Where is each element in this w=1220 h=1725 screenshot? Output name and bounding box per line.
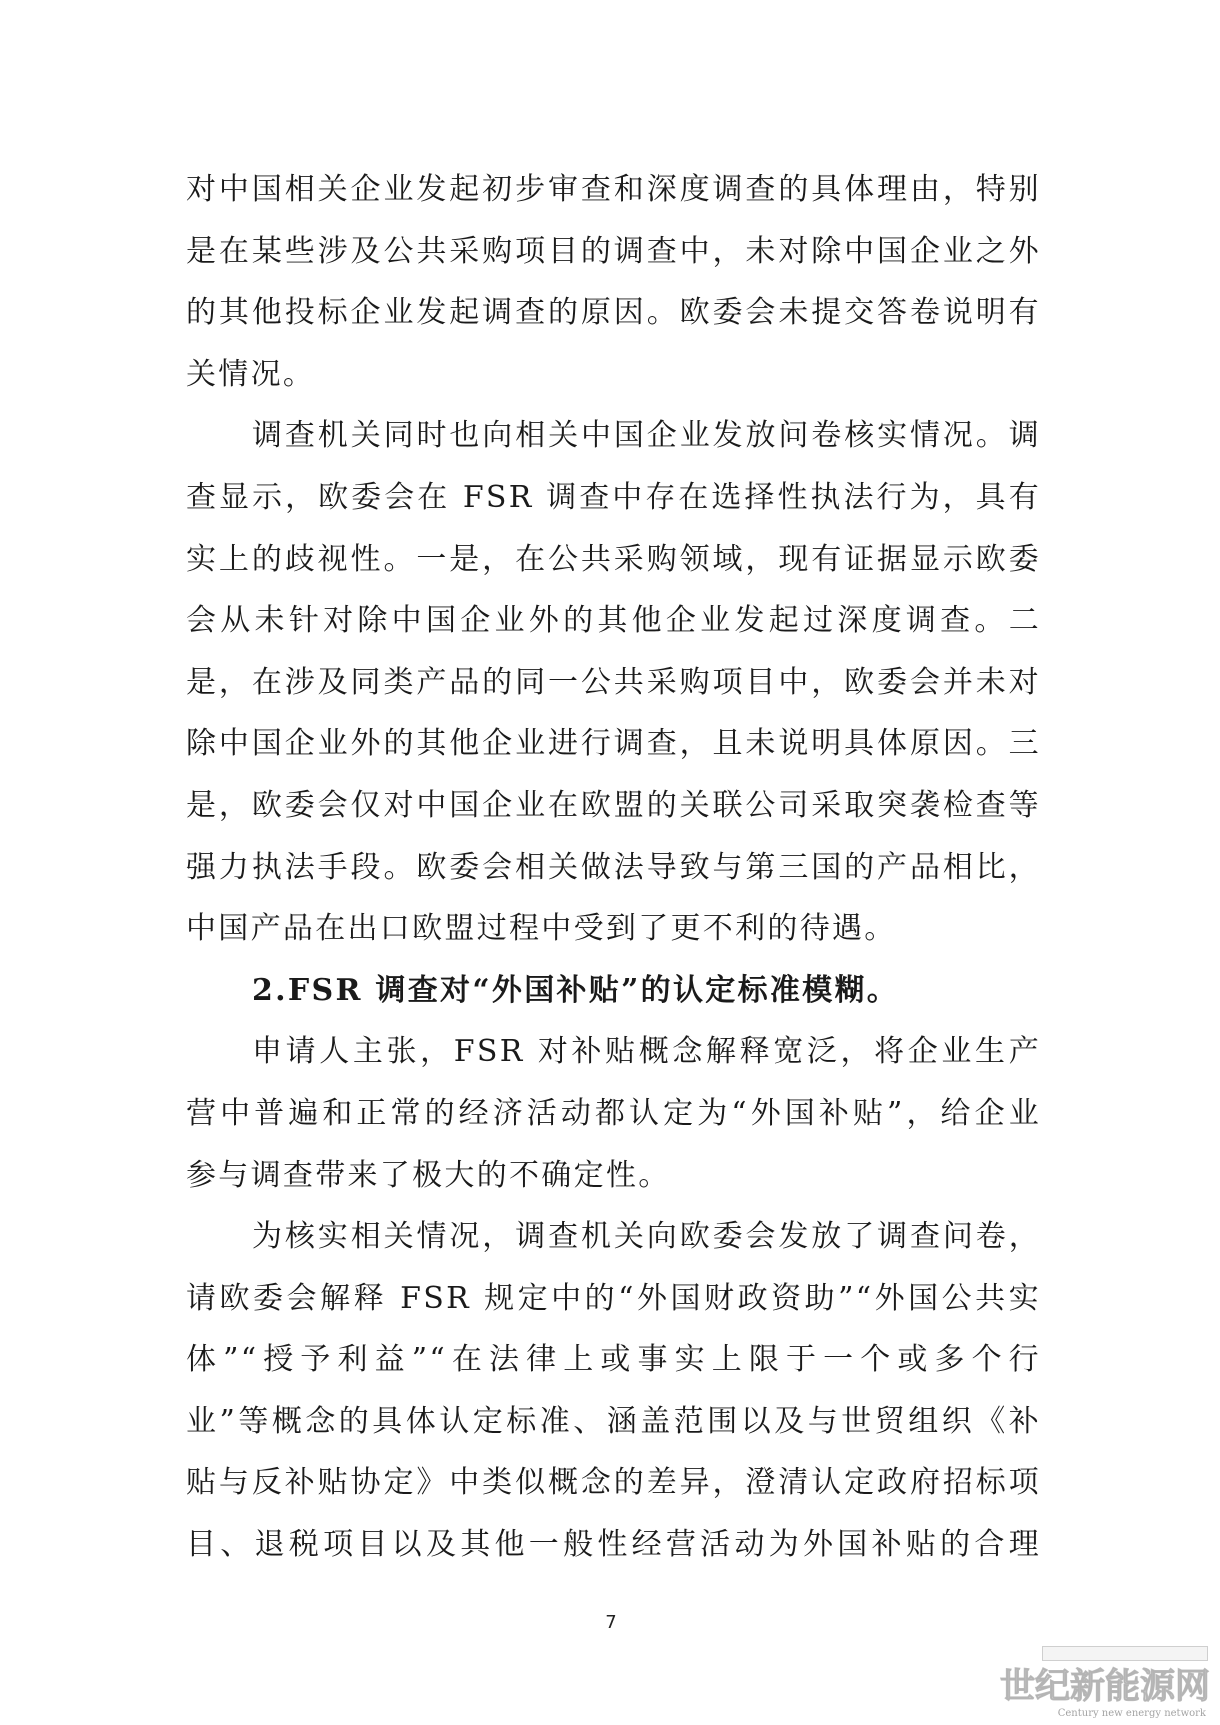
- paragraph-line: 查显示，欧委会在 FSR 调查中存在选择性执法行为，具有: [186, 479, 1041, 515]
- paragraph-line: 是在某些涉及公共采购项目的调查中，未对除中国企业之外: [186, 233, 1041, 269]
- paragraph-line: 是，在涉及同类产品的同一公共采购项目中，欧委会并未对: [186, 664, 1041, 700]
- paragraph-line: 中国产品在出口欧盟过程中受到了更不利的待遇。: [186, 911, 897, 947]
- paragraph-line: 申请人主张，FSR 对补贴概念解释宽泛，将企业生产: [252, 1034, 1041, 1070]
- paragraph-line: 请欧委会解释 FSR 规定中的“外国财政资助”“外国公共实: [186, 1280, 1041, 1316]
- paragraph-line: 业”等概念的具体认定标准、涵盖范围以及与世贸组织《补: [186, 1403, 1041, 1439]
- paragraph-line: 除中国企业外的其他企业进行调查，且未说明具体原因。三: [186, 726, 1041, 762]
- paragraph-line: 强力执法手段。欧委会相关做法导致与第三国的产品相比，: [186, 849, 1041, 885]
- paragraph-line: 调查机关同时也向相关中国企业发放问卷核实情况。调: [252, 418, 1041, 454]
- watermark-logo: [996, 1644, 1210, 1722]
- watermark-subtitle: Century new energy network: [1057, 1708, 1206, 1719]
- paragraph-line: 的其他投标企业发起调查的原因。欧委会未提交答卷说明有: [186, 295, 1041, 331]
- paragraph-line: 实上的歧视性。一是，在公共采购领域，现有证据显示欧委: [186, 541, 1041, 577]
- paragraph-line: 是，欧委会仅对中国企业在欧盟的关联公司采取突袭检查等: [186, 787, 1041, 823]
- paragraph-line: 会从未针对除中国企业外的其他企业发起过深度调查。二: [186, 603, 1041, 639]
- body-text: [186, 159, 1041, 1576]
- paragraph-line: 关情况。: [186, 356, 316, 392]
- paragraph-line: 贴与反补贴协定》中类似概念的差异，澄清认定政府招标项: [186, 1465, 1041, 1501]
- paragraph-line: 参与调查带来了极大的不确定性。: [186, 1157, 671, 1193]
- watermark-brand: 世纪新能源网: [999, 1667, 1210, 1707]
- section-heading: 2.FSR 调查对“外国补贴”的认定标准模糊。: [252, 972, 900, 1008]
- paragraph-line: 体”“授予利益”“在法律上或事实上限于一个或多个行: [186, 1342, 1041, 1378]
- watermark-tagline-box: [1042, 1646, 1208, 1661]
- page-number: 7: [605, 1612, 617, 1633]
- paragraph-line: 对中国相关企业发起初步审查和深度调查的具体理由，特别: [186, 172, 1041, 207]
- paragraph-line: 为核实相关情况，调查机关向欧委会发放了调查问卷，: [252, 1219, 1041, 1255]
- paragraph-line: 营中普遍和正常的经济活动都认定为“外国补贴”，给企业: [186, 1095, 1041, 1131]
- paragraph-line: 目、退税项目以及其他一般性经营活动为外国补贴的合理: [186, 1527, 1041, 1563]
